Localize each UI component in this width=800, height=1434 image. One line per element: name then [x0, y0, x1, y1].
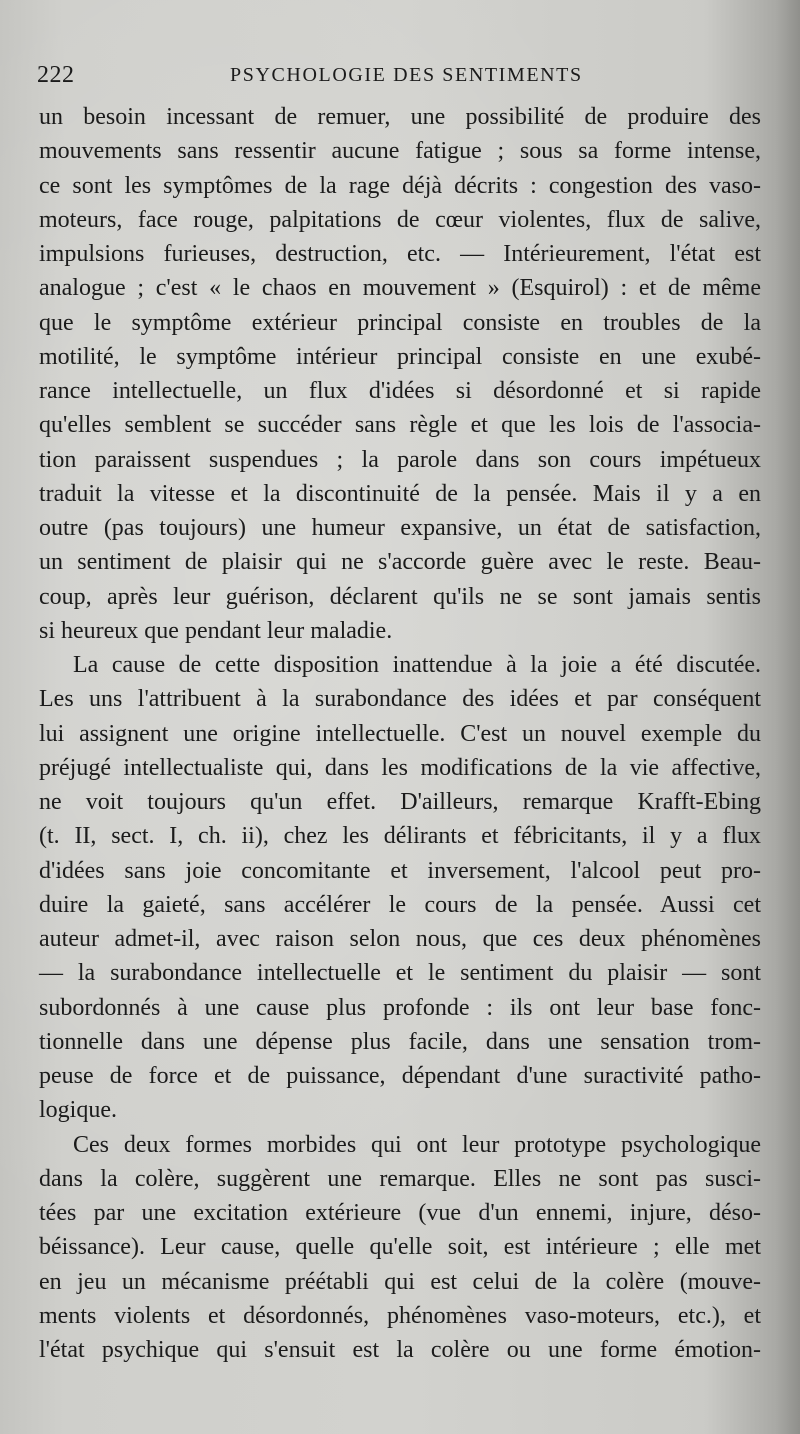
- text-line: peuse de force et de puissance, dépendant d'une suractivité patho-: [39, 1063, 761, 1089]
- running-title: PSYCHOLOGIE DES SENTIMENTS: [230, 64, 583, 86]
- text-line: préjugé intellectualiste qui, dans les modifications de la vie affective,: [39, 754, 761, 781]
- text-line: duire la gaieté, sans accélérer le cours de la pensée. Aussi cet: [39, 891, 761, 918]
- text-line: ne voit toujours qu'un effet. D'ailleurs, remarque Krafft-Ebing: [39, 789, 761, 815]
- text-line: ments violents et désordonnés, phénomènes vaso-moteurs, etc.), et: [39, 1302, 761, 1329]
- text-line: d'idées sans joie concomitante et inversement, l'alcool peut pro-: [39, 857, 761, 884]
- text-line: dans la colère, suggèrent une remarque. Elles ne sont pas susci-: [39, 1165, 761, 1192]
- body-text: [39, 100, 761, 1367]
- text-line: tées par une excitation extérieure (vue d'un ennemi, injure, déso-: [39, 1200, 761, 1226]
- text-line: analogue ; c'est « le chaos en mouvement » (Esquirol) : et de même: [39, 275, 761, 302]
- text-line: Les uns l'attribuent à la surabondance des idées et par conséquent: [39, 686, 761, 713]
- text-line: impulsions furieuses, destruction, etc. — Intérieurement, l'état est: [39, 241, 761, 267]
- text-line: qu'elles semblent se succéder sans règle et que les lois de l'associa-: [39, 412, 761, 439]
- text-line: auteur admet-il, avec raison selon nous, que ces deux phénomènes: [39, 926, 761, 952]
- text-line: un sentiment de plaisir qui ne s'accorde guère avec le reste. Beau-: [39, 549, 761, 576]
- text-line: (t. II, sect. I, ch. ii), chez les délirants et fébricitants, il y a flux: [39, 823, 761, 850]
- text-line: mouvements sans ressentir aucune fatigue ; sous sa forme intense,: [39, 138, 761, 165]
- text-line: rance intellectuelle, un flux d'idées si désordonné et si rapide: [39, 378, 761, 404]
- paragraph-end-line: logique.: [39, 1097, 117, 1124]
- text-line: en jeu un mécanisme préétabli qui est celui de la colère (mouve-: [39, 1268, 761, 1295]
- text-line: — la surabondance intellectuelle et le sentiment du plaisir — sont: [39, 960, 761, 987]
- text-line: coup, après leur guérison, déclarent qu'ils ne se sont jamais sentis: [39, 583, 761, 610]
- text-line: ce sont les symptômes de la rage déjà décrits : congestion des vaso-: [39, 172, 761, 199]
- text-line: l'état psychique qui s'ensuit est la colère ou une forme émotion-: [39, 1337, 761, 1363]
- page-header: [37, 62, 760, 94]
- text-line: lui assignent une origine intellectuelle. C'est un nouvel exemple du: [39, 720, 761, 747]
- text-line: béissance). Leur cause, quelle qu'elle soit, est intérieure ; elle met: [39, 1234, 761, 1261]
- text-line: motilité, le symptôme intérieur principal consiste en une exubé-: [39, 343, 761, 370]
- text-line: que le symptôme extérieur principal consiste en troubles de la: [39, 309, 761, 336]
- text-line: outre (pas toujours) une humeur expansive, un état de satisfaction,: [39, 515, 761, 541]
- page-number: 222: [37, 62, 75, 88]
- paragraph-start-line: La cause de cette disposition inattendue à la joie a été discutée.: [73, 652, 761, 678]
- text-line: traduit la vitesse et la discontinuité de la pensée. Mais il y a en: [39, 480, 761, 507]
- text-line: tion paraissent suspendues ; la parole dans son cours impétueux: [39, 446, 761, 473]
- text-line: tionnelle dans une dépense plus facile, dans une sensation trom-: [39, 1028, 761, 1055]
- text-line: un besoin incessant de remuer, une possibilité de produire des: [39, 104, 761, 130]
- paragraph-end-line: si heureux que pendant leur maladie.: [39, 617, 393, 644]
- text-line: moteurs, face rouge, palpitations de cœur violentes, flux de salive,: [39, 206, 761, 233]
- paragraph-start-line: Ces deux formes morbides qui ont leur prototype psychologique: [73, 1131, 761, 1158]
- text-line: subordonnés à une cause plus profonde : ils ont leur base fonc-: [39, 994, 761, 1021]
